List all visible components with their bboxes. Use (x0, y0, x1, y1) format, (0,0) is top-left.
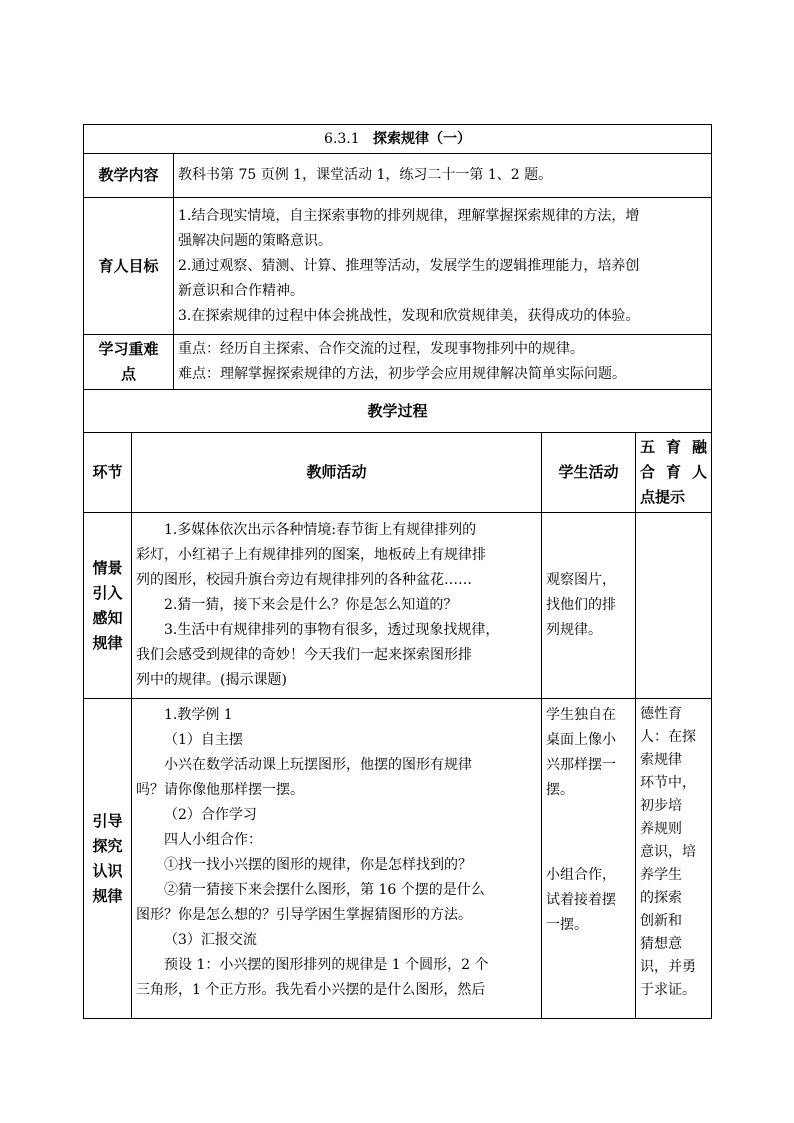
wuyu-line: 于求证。 (640, 982, 696, 998)
goals-line: 3.在探索规律的过程中体会挑战性，发现和欣赏规律美，获得成功的体验。 (178, 307, 640, 324)
goals-text (174, 198, 712, 335)
teacher-line: 四人小组合作： (164, 832, 262, 848)
stage-line: 引入 (92, 583, 123, 602)
student-cell (542, 513, 636, 699)
stage-line: 情景 (92, 558, 123, 577)
goals-line: 1.结合现实情境，自主探索事物的排列规律，理解掌握探索规律的方法，增 (178, 207, 640, 224)
student-line: 摆。 (546, 782, 574, 798)
stage-line: 规律 (92, 633, 123, 652)
wuyu-line: 创新和 (640, 913, 682, 929)
teacher-line: 1.多媒体依次出示各种情境:春节街上有规律排列的 (164, 522, 477, 538)
teacher-line: 图形？你是怎么想的？引导学困生掌握猜图形的方法。 (136, 907, 472, 923)
student-line: 兴那样摆一 (546, 757, 616, 773)
student-line: 桌面上像小 (546, 732, 616, 748)
wuyu-line: 意识，培 (640, 844, 696, 860)
goals-line: 2.通过观察、猜测、计算、推理等活动，发展学生的逻辑推理能力，培养创 (178, 257, 640, 274)
teacher-cell (132, 699, 542, 1019)
wuyu-line: 的探索 (640, 890, 682, 906)
content-label: 教学内容 (84, 154, 174, 198)
lesson-plan-table (83, 124, 712, 1019)
teacher-line: 吗？请你像他那样摆一摆。 (136, 782, 304, 798)
content-text: 教科书第 75 页例 1，课堂活动 1，练习二十一第 1、2 题。 (174, 154, 712, 198)
stage-line: 引导 (92, 811, 123, 830)
wuyu-line: 初步培 (640, 798, 682, 814)
difficult-point: 难点：理解掌握探索规律的方法，初步学会应用规律解决简单实际问题。 (178, 366, 626, 382)
keypoints-text (174, 335, 712, 390)
student-line: 观察图片， (546, 572, 616, 588)
teacher-line: （2）合作学习 (164, 807, 257, 823)
wuyu-line: 索规律 (640, 752, 682, 768)
wuyu-line: 猜想意 (640, 936, 682, 952)
teacher-line: 2.猜一猜，接下来会是什么？你是怎么知道的？ (164, 597, 458, 613)
teacher-line: 小兴在数学活动课上玩摆图形，他摆的图形有规律 (164, 757, 472, 773)
goals-line: 强解决问题的策略意识。 (178, 232, 332, 249)
wuyu-line: 识，并勇 (640, 959, 696, 975)
student-line: 学生独自在 (546, 707, 616, 723)
wuyu-cell (636, 513, 712, 699)
teacher-line: 3.生活中有规律排列的事物有很多，透过现象找规律， (164, 622, 500, 638)
keypoints-label (84, 335, 174, 390)
wuyu-line: 环节中， (640, 775, 696, 791)
wuyu-line: 人：在探 (640, 729, 696, 745)
teacher-line: 我们会感受到规律的奇妙！今天我们一起来探索图形排 (136, 647, 472, 663)
teacher-cell (132, 513, 542, 699)
wuyu-cell (636, 699, 712, 1019)
goals-line: 新意识和合作精神。 (178, 282, 304, 299)
student-line: 找他们的排 (546, 597, 616, 613)
teacher-line: 列的图形，校园升旗台旁边有规律排列的各种盆花…… (136, 572, 472, 588)
student-line: 列规律。 (546, 622, 602, 638)
teacher-header: 教师活动 (132, 433, 542, 513)
teacher-line: 彩灯，小红裙子上有规律排列的图案，地板砖上有规律排 (136, 547, 486, 563)
stage-cell (84, 513, 132, 699)
stage-line: 感知 (92, 608, 123, 627)
stage-cell (84, 699, 132, 1019)
wuyu-header-line: 合 育 人 (640, 463, 708, 481)
wuyu-line: 德性育 (640, 706, 682, 722)
key-point: 重点：经历自主探索、合作交流的过程，发现事物排列中的规律。 (178, 341, 584, 357)
wuyu-header-line: 五 育 融 (640, 438, 708, 456)
lesson-title-text: 探索规律（一） (373, 130, 472, 147)
wuyu-line: 养规则 (640, 821, 682, 837)
teacher-line: ①找一找小兴摆的图形的规律，你是怎样找到的？ (164, 857, 472, 873)
stage-line: 认识 (92, 861, 123, 880)
wuyu-header-line: 点提示 (640, 488, 686, 506)
stage-line: 探究 (92, 836, 123, 855)
student-cell (542, 699, 636, 1019)
student-header: 学生活动 (542, 433, 636, 513)
keypoints-label-line: 点 (120, 365, 136, 383)
student-line: 小组合作， (546, 867, 616, 883)
process-title: 教学过程 (84, 390, 712, 433)
student-line: 试着接着摆 (546, 892, 616, 908)
teacher-line: 三角形，1 个正方形。我先看小兴摆的是什么图形，然后 (136, 982, 486, 998)
wuyu-header (636, 433, 712, 513)
teacher-line: 列中的规律。(揭示课题) (136, 672, 287, 688)
teacher-line: ②猜一猜接下来会摆什么图形，第 16 个摆的是什么 (164, 882, 485, 898)
wuyu-line: 养学生 (640, 867, 682, 883)
stage-line: 规律 (92, 886, 123, 905)
teacher-line: （1）自主摆 (164, 732, 243, 748)
stage-header: 环节 (84, 433, 132, 513)
lesson-title (84, 125, 712, 154)
teacher-line: （3）汇报交流 (164, 932, 257, 948)
table-row (84, 513, 712, 699)
student-line: 一摆。 (546, 917, 588, 933)
lesson-number: 6.3.1 (324, 130, 360, 147)
teacher-line: 预设 1：小兴摆的图形排列的规律是 1 个圆形，2 个 (164, 957, 489, 973)
goals-label: 育人目标 (84, 198, 174, 335)
teacher-line: 1.教学例 1 (164, 707, 233, 723)
table-row (84, 699, 712, 1019)
keypoints-label-line: 学习重难 (98, 340, 159, 358)
